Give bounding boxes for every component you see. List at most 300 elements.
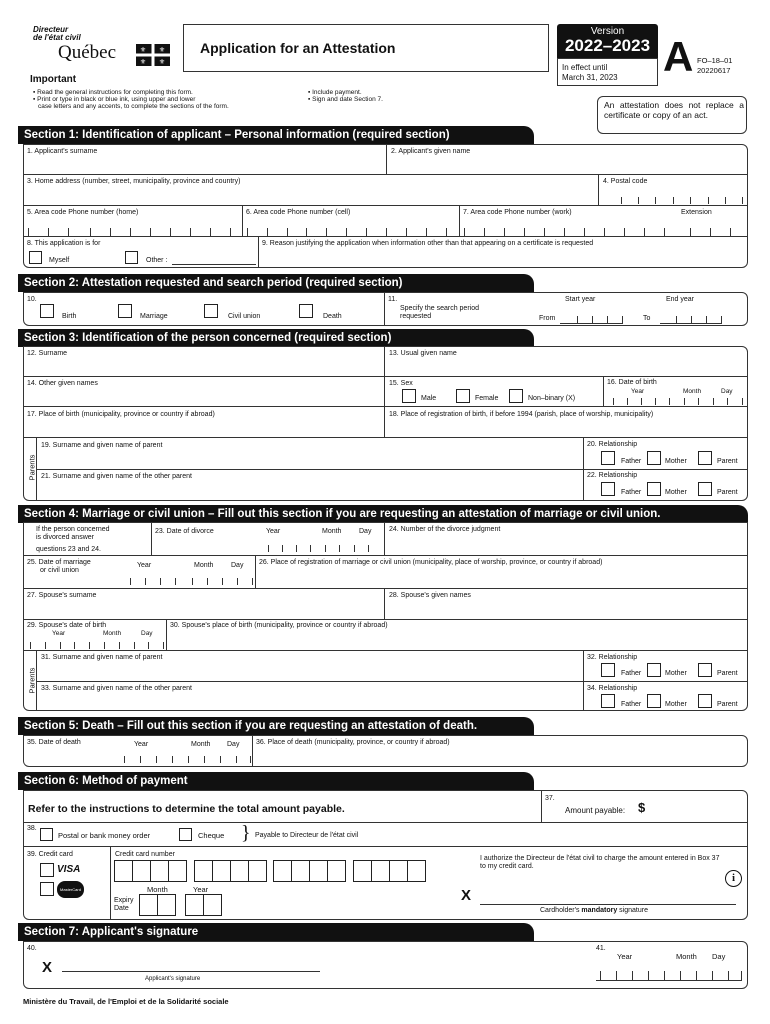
expiry-label: Expiry [114,897,134,904]
dollar-sign: $ [638,800,646,815]
field-11-label-2: requested [400,313,432,320]
money-order-label: Postal or bank money order [58,831,151,840]
rel-32-parent-checkbox[interactable] [698,663,712,677]
spouse-year-label: Year [52,630,66,637]
quebec-wordmark: Québec [58,42,117,63]
rel-34-father-checkbox[interactable] [601,694,615,708]
digit-tick [564,228,565,236]
digit-tick [712,971,713,981]
digit-tick [727,398,728,405]
digit-tick [119,642,120,649]
digit-tick [676,316,677,323]
digit-tick [325,545,326,552]
digit-tick [696,971,697,981]
digit-tick [713,398,714,405]
section-7-heading: Section 7: Applicant's signature [18,923,534,941]
parent-1-input[interactable] [37,450,582,468]
digit-tick [426,228,427,236]
death-month-label: Month [191,741,211,748]
digit-tick [237,578,238,585]
digit-tick [130,228,131,236]
digit-tick [74,642,75,649]
rel-20-parent-label: Parent [717,458,738,465]
field-2-label: 2. Applicant's given name [391,148,471,155]
digit-tick [188,756,189,763]
field-34-label: 34. Relationship [587,685,638,692]
digit-tick [204,756,205,763]
applicant-signature-input[interactable] [62,971,320,972]
authorize-text: I authorize the Directeur de l'état civil to charge the amount entered in Box 37 to my credit card. [480,855,720,870]
version-years: 2022–2023 [564,36,651,55]
section-5-heading: Section 5: Death – Fill out this section if you are requesting an attestation of death. [18,717,534,735]
rel-22-mother-label: Mother [665,489,687,496]
instruction-2: ▪ Print or type in black or blue ink, using upper and lower [33,96,196,103]
rel-20-mother-label: Mother [665,458,687,465]
digit-tick [222,578,223,585]
field-11-label: Specify the search period [400,305,479,312]
dob-day-label: Day [721,388,733,395]
field-9-label: 9. Reason justifying the application when information other than that appearing on a certificate is requested [262,240,594,247]
digit-tick [236,756,237,763]
instruction-3: case letters and any accents, to complete the sections of the form. [38,103,229,110]
mastercard-logo: MasterCard [57,881,84,898]
visa-checkbox[interactable] [40,863,54,877]
other-input[interactable] [172,264,256,265]
digit-tick [346,228,347,236]
digit-tick [613,398,614,405]
digit-tick [721,316,722,323]
field-27-label: 27. Spouse's surname [27,592,97,599]
digit-tick [60,642,61,649]
digit-tick [310,545,311,552]
digit-tick [90,228,91,236]
spouse-parent-1-input[interactable] [37,662,582,680]
digit-tick [145,578,146,585]
field-11-number: 11. [388,296,398,303]
digit-tick [592,316,593,323]
spouse-surname-input[interactable] [24,600,383,618]
digit-tick [250,756,251,763]
myself-label: Myself [49,257,70,264]
section-2-heading: Section 2: Attestation requested and search period (required section) [18,274,534,292]
spouse-dob-input[interactable] [27,638,165,649]
civil-union-checkbox[interactable] [204,304,218,318]
svg-text:⚜: ⚜ [139,58,147,66]
rel-22-father-checkbox[interactable] [601,482,615,496]
section-4-heading: Section 4: Marriage or civil union – Fill out this section if you are requesting an attestation of marriage or civil union. [18,505,748,523]
rel-22-parent-label: Parent [717,489,738,496]
applicant-given-name-input[interactable] [387,156,747,173]
digit-tick [708,197,709,204]
field-4-label: 4. Postal code [603,178,648,185]
digit-tick [89,642,90,649]
digit-tick [641,398,642,405]
form-title: Application for an Attestation [200,40,396,56]
field-21-label: 21. Surname and given name of the other parent [41,473,192,480]
field-18-label: 18. Place of registration of birth, if before 1994 (parish, place of worship, municipality) [389,411,654,418]
digit-tick [134,642,135,649]
field-39-label: 39. Credit card [27,851,73,858]
svg-text:⚜: ⚜ [139,46,147,54]
digit-tick [616,971,617,981]
refer-instructions: Refer to the instructions to determine the total amount payable. [28,803,345,815]
rel-32-father-label: Father [621,670,642,677]
section-1-heading: Section 1: Identification of applicant – Personal information (required section) [18,126,534,144]
marriage-year-label: Year [137,562,152,569]
digit-tick [655,197,656,204]
cc-number-label: Credit card number [115,851,175,858]
rel-22-father-label: Father [621,489,642,496]
divorce-judgment-input[interactable] [385,535,747,554]
digit-tick [524,228,525,236]
instruction-sign: ▪ Sign and date Section 7. [308,96,383,103]
digit-tick [163,642,164,649]
fleur-de-lis-flag-icon [136,44,170,66]
digit-tick [446,228,447,236]
digit-tick [207,578,208,585]
amount-payable-label: Amount payable: [565,806,626,815]
digit-tick [504,228,505,236]
cheque-checkbox[interactable] [179,828,192,841]
digit-tick [110,228,111,236]
payable-to-label: Payable to Directeur de l'état civil [255,832,359,839]
digit-tick [326,228,327,236]
digit-tick [30,642,31,649]
section-6-heading: Section 6: Method of payment [18,772,534,790]
digit-tick [160,578,161,585]
field-10-label: 10. [27,296,37,303]
svg-text:⚜: ⚜ [158,58,166,66]
field-14-label: 14. Other given names [27,380,98,387]
digit-tick [648,971,649,981]
male-label: Male [421,395,437,402]
digit-tick [339,545,340,552]
digit-tick [624,228,625,236]
rel-34-mother-checkbox[interactable] [647,694,661,708]
digit-tick [28,228,29,236]
digit-tick [725,197,726,204]
digit-tick [464,228,465,236]
digit-tick [172,756,173,763]
digit-tick [306,228,307,236]
info-icon[interactable]: i [725,870,742,887]
parent-2-input[interactable] [37,481,582,499]
digit-tick [192,578,193,585]
digit-tick [247,228,248,236]
spouse-given-names-input[interactable] [385,600,747,618]
digit-tick [130,578,131,585]
digit-tick [584,228,585,236]
digit-tick [104,642,105,649]
digit-tick [220,756,221,763]
rel-20-father-label: Father [621,458,642,465]
digit-tick [210,228,211,236]
rel-20-mother-checkbox[interactable] [647,451,661,465]
spouse-place-of-birth-input[interactable] [167,630,747,649]
field-17-label: 17. Place of birth (municipality, province or country if abroad) [27,411,215,418]
start-year-label: Start year [565,296,596,303]
nonbinary-checkbox[interactable] [509,389,523,403]
place-of-registration-input[interactable] [385,419,747,436]
credit-card-number-input[interactable] [114,860,428,884]
rel-20-father-checkbox[interactable] [601,451,615,465]
visa-logo: VISA [57,864,81,875]
digit-tick [684,398,685,405]
amount-payable-input[interactable] [652,798,746,818]
rel-32-mother-checkbox[interactable] [647,663,661,677]
field-25-label: 25. Date of marriage [27,559,91,566]
in-effect-date: March 31, 2023 [562,73,618,82]
divorce-day-label: Day [359,528,372,535]
money-order-checkbox[interactable] [40,828,53,841]
digit-tick [728,971,729,981]
digit-tick [287,228,288,236]
myself-checkbox[interactable] [29,251,42,264]
digit-tick [170,228,171,236]
home-address-input[interactable] [24,186,597,204]
digit-tick [680,971,681,981]
dob-year-label: Year [631,388,645,395]
digit-tick [742,398,743,405]
digit-tick [45,642,46,649]
usual-given-name-input[interactable] [385,358,747,375]
digit-tick [282,545,283,552]
spouse-day-label: Day [141,630,153,637]
field-31-label: 31. Surname and given name of parent [41,654,163,661]
digit-tick [655,398,656,405]
cardholder-signature-input[interactable] [480,904,736,905]
digit-tick [140,756,141,763]
field-3-label: 3. Home address (number, street, municipality, province and country) [27,178,241,185]
digit-tick [673,197,674,204]
cheque-label: Cheque [198,831,225,840]
digit-tick [544,228,545,236]
birth-checkbox[interactable] [40,304,54,318]
digit-tick [296,545,297,552]
death-label: Death [323,313,342,320]
end-year-label: End year [666,296,695,303]
form-code: FO–18–01 [697,56,733,65]
digit-tick [730,228,731,236]
signature-date-input[interactable] [596,963,741,981]
digit-tick [632,971,633,981]
instruction-payment: ▪ Include payment. [308,89,362,96]
form-date: 20220617 [697,66,731,75]
field-33-label: 33. Surname and given name of the other parent [41,685,192,692]
reason-input[interactable] [259,249,747,267]
field-35-label: 35. Date of death [27,739,81,746]
section-3-heading: Section 3: Identification of the person concerned (required section) [18,329,534,347]
surname-input[interactable] [24,358,383,375]
rel-34-parent-checkbox[interactable] [698,694,712,708]
divorce-date-input[interactable] [256,538,382,553]
field-19-label: 19. Surname and given name of parent [41,442,163,449]
rel-34-father-label: Father [621,701,642,708]
divorce-note-1: If the person concerned [36,526,110,533]
field-13-label: 13. Usual given name [389,350,457,357]
rel-32-parent-label: Parent [717,670,738,677]
marriage-place-input[interactable] [256,568,747,587]
expiry-date-input[interactable] [139,894,223,917]
field-15-label: 15. Sex [389,380,413,387]
expiry-date-label: Date [114,905,129,912]
important-heading: Important [30,74,77,85]
field-6-label: 6. Area code Phone number (cell) [246,209,351,216]
digit-tick [366,228,367,236]
digit-tick [742,197,743,204]
rel-32-father-checkbox[interactable] [601,663,615,677]
field-37-label: 37. [545,795,555,802]
instruction-1: ▪ Read the general instructions for completing this form. [33,89,193,96]
death-year-label: Year [134,741,149,748]
field-7-label: 7. Area code Phone number (work) [463,209,572,216]
field-24-label: 24. Number of the divorce judgment [389,526,501,533]
other-given-names-input[interactable] [24,388,383,405]
divorce-note-3: questions 23 and 24. [36,546,101,553]
digit-tick [156,756,157,763]
digit-tick [741,971,742,981]
male-checkbox[interactable] [402,389,416,403]
rel-22-mother-checkbox[interactable] [647,482,661,496]
field-5-label: 5. Area code Phone number (home) [27,209,139,216]
version-label: Version [590,26,625,37]
field-26-label: 26. Place of registration of marriage or civil union (municipality, place of worship, province, or country if abroad) [259,559,603,566]
rel-20-parent-checkbox[interactable] [698,451,712,465]
dob-month-label: Month [683,388,702,395]
digit-tick [386,228,387,236]
applicant-x: X [42,959,53,976]
other-label: Other : [146,257,168,264]
marriage-checkbox[interactable] [118,304,132,318]
digit-tick [148,642,149,649]
digit-tick [150,228,151,236]
svg-text:⚜: ⚜ [158,46,166,54]
nonbinary-label: Non–binary (X) [528,395,576,402]
form-letter: A [663,33,694,80]
death-checkbox[interactable] [299,304,313,318]
expiry-year-label: Year [193,885,209,894]
digit-tick [368,545,369,552]
from-label: From [539,315,556,322]
digit-tick [698,398,699,405]
field-16-label: 16. Date of birth [607,379,657,386]
digit-tick [268,545,269,552]
digit-tick [175,578,176,585]
brace-icon: } [241,822,251,844]
directeur-line2: de l'état civil [33,33,81,42]
applicant-surname-input[interactable] [24,156,385,173]
digit-tick [706,316,707,323]
expiry-month-label: Month [147,885,168,894]
field-23-label: 23. Date of divorce [155,528,214,535]
digit-tick [644,228,645,236]
parents-side-label: Parents [27,454,37,481]
digit-tick [604,228,605,236]
logo-block [30,22,180,72]
digit-tick [638,197,639,204]
digit-tick [190,228,191,236]
female-label: Female [475,395,499,402]
death-place-input[interactable] [253,747,747,766]
rel-22-parent-checkbox[interactable] [698,482,712,496]
place-of-birth-input[interactable] [24,419,383,436]
footer-ministry: Ministère du Travail, de l'Emploi et de la Solidarité sociale [23,997,229,1006]
digit-tick [577,316,578,323]
rel-32-mother-label: Mother [665,670,687,677]
civil-union-label: Civil union [228,313,261,320]
home-phone-input[interactable] [24,218,241,235]
other-checkbox[interactable] [125,251,138,264]
sig-day-label: Day [712,952,726,961]
digit-tick [267,228,268,236]
divorce-month-label: Month [322,528,342,535]
digit-tick [406,228,407,236]
digit-tick [710,228,711,236]
field-30-label: 30. Spouse's place of birth (municipality, province or country if abroad) [170,622,388,629]
divorce-note-2: is divorced answer [36,534,94,541]
in-effect-label: In effect until [562,63,608,72]
digit-tick [691,316,692,323]
field-8-label: 8. This application is for [27,240,101,247]
applicant-signature-label: Applicant's signature [145,976,201,982]
digit-tick [664,971,665,981]
field-32-label: 32. Relationship [587,654,638,661]
extension-label: Extension [681,209,712,216]
digit-tick [621,197,622,204]
mastercard-checkbox[interactable] [40,882,54,896]
field-20-label: 20. Relationship [587,441,638,448]
field-40-label: 40. [27,945,37,952]
marriage-day-label: Day [231,562,244,569]
female-checkbox[interactable] [456,389,470,403]
death-day-label: Day [227,741,240,748]
directeur-line1: Directeur [33,25,69,34]
digit-tick [622,316,623,323]
sig-month-label: Month [676,952,697,961]
birth-label: Birth [62,313,77,320]
field-36-label: 36. Place of death (municipality, province, or country if abroad) [256,739,450,746]
field-1-label: 1. Applicant's surname [27,148,98,155]
field-41-label: 41. [596,945,606,952]
to-label: To [643,315,651,322]
field-25-label-2: or civil union [40,567,79,574]
digit-tick [230,228,231,236]
digit-tick [124,756,125,763]
digit-tick [607,316,608,323]
field-29-label: 29. Spouse's date of birth [27,622,107,629]
field-22-label: 22. Relationship [587,472,638,479]
cardholder-x: X [461,887,472,904]
notice-text: An attestation does not replace a certificate or copy of an act. [604,100,744,120]
divorce-year-label: Year [266,528,281,535]
field-38-label: 38. [27,825,37,832]
rel-34-mother-label: Mother [665,701,687,708]
cardholder-signature-label: Cardholder's mandatory signature [540,907,648,914]
spouse-parent-2-input[interactable] [37,693,582,710]
digit-tick [690,228,691,236]
digit-tick [664,228,665,236]
digit-tick [252,578,253,585]
digit-tick [627,398,628,405]
digit-tick [484,228,485,236]
digit-tick [690,197,691,204]
sig-year-label: Year [617,952,633,961]
digit-tick [669,398,670,405]
field-28-label: 28. Spouse's given names [389,592,471,599]
digit-tick [600,971,601,981]
digit-tick [68,228,69,236]
spouse-month-label: Month [103,630,122,637]
